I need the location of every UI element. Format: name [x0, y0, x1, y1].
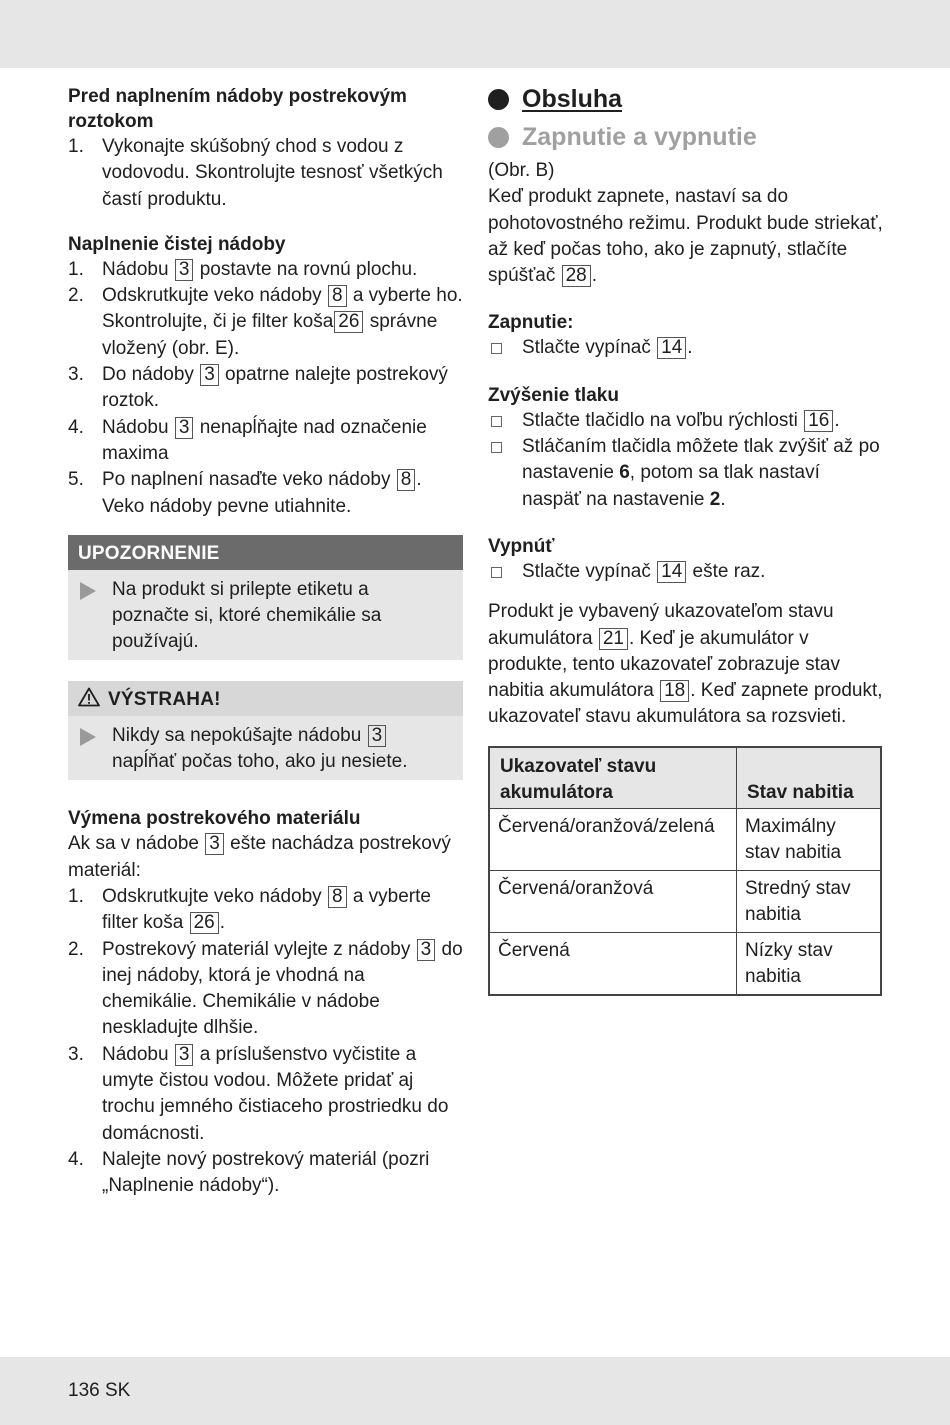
left-column: [68, 84, 463, 1200]
part-ref: 18: [660, 680, 689, 702]
notice-text: Na produkt si prilepte etiketu a poznačte si, ktoré chemikálie sa používajú.: [112, 578, 382, 653]
list-item: Stlačte tlačidlo na voľbu rýchlosti 16 .: [488, 408, 883, 434]
list-item: 2. Postrekový materiál vylejte z nádoby 3 do inej nádoby, ktorá je vhodná na chemikálie. Chemikálie v nádobe neskladujte dlhšie.: [68, 938, 463, 1039]
replace-heading: Výmena postrekového materiálu: [68, 808, 361, 830]
part-ref: 26: [190, 912, 219, 934]
part-ref: 3: [200, 364, 219, 386]
table-row: [489, 932, 881, 995]
clean-heading: Naplnenie čistej nádoby: [68, 233, 286, 255]
warning-box: VÝSTRAHA! Nikdy sa nepokúšajte nádobu 3 napĺňať počas toho, ako ju nesiete.: [68, 681, 463, 781]
section-title: Obsluha: [488, 84, 883, 114]
table-header: Ukazovateľ stavu akumulátora: [489, 747, 737, 809]
replace-steps: [68, 884, 463, 1200]
right-column: [488, 84, 883, 996]
list-item: Stlačte vypínač 14 ešte raz.: [488, 559, 883, 585]
table-cell: Nízky stav nabitia: [737, 932, 882, 995]
part-ref: 14: [657, 561, 686, 583]
part-ref: 3: [205, 833, 224, 855]
table-cell: Červená/oranžová/zelená: [489, 808, 737, 870]
fill-heading: Pred naplnením nádoby postrekovým roztokom: [68, 86, 407, 132]
checkbox-square-icon: [491, 567, 502, 578]
page-number: 136 SK: [68, 1380, 131, 1401]
table-cell: Maximálny stav nabitia: [737, 808, 882, 870]
list-item: Stláčaním tlačidla môžete tlak zvýšiť až po nastavenie 6, potom sa tlak nastaví naspäť na nastavenie 2.: [488, 434, 883, 513]
part-ref: 8: [397, 469, 416, 491]
bullet-dot-icon: [488, 89, 509, 110]
replace-intro: Ak sa v nádobe 3 ešte nachádza postrekový materiál:: [68, 833, 451, 881]
figure-ref: (Obr. B): [488, 160, 555, 181]
part-ref: 3: [368, 725, 387, 747]
fill-steps: [68, 134, 463, 213]
part-ref: 3: [175, 417, 194, 439]
battery-paragraph: Produkt je vybavený ukazovateľom stavu akumulátora 21 . Keď je akumulátor v produkte, tento ukazovateľ zobrazuje stav nabitia akumulátora 18 . Keď zapnete produkt, ukazovateľ stavu akumulátora sa rozsvieti.: [488, 601, 883, 728]
list-item: 1. Nádobu 3 postavte na rovnú plochu.: [68, 258, 418, 280]
table-cell: Červená/oranžová: [489, 870, 737, 932]
warning-icon: [78, 687, 100, 707]
list-item: 4. Nalejte nový postrekový materiál (pozri „Naplnenie nádoby“).: [68, 1148, 430, 1197]
checkbox-square-icon: [491, 442, 502, 453]
list-item: 5. Po naplnení nasaďte veko nádoby 8 . Veko nádoby pevne utiahnite.: [68, 469, 422, 517]
part-ref: 3: [417, 939, 436, 961]
on-list: [488, 335, 883, 361]
list-item: 3. Do nádoby 3 opatrne nalejte postrekový roztok.: [68, 364, 448, 412]
warning-title: VÝSTRAHA!: [108, 688, 221, 710]
pressure-heading: Zvýšenie tlaku: [488, 384, 619, 406]
notice-box: [68, 535, 463, 660]
footer-bar: [0, 1357, 950, 1425]
checkbox-square-icon: [491, 416, 502, 427]
part-ref: 8: [328, 285, 347, 307]
checkbox-square-icon: [491, 343, 502, 354]
part-ref: 3: [175, 1044, 194, 1066]
part-ref: 28: [562, 265, 591, 287]
table-header: Stav nabitia: [737, 747, 882, 809]
part-ref: 8: [328, 886, 347, 908]
intro-paragraph: Keď produkt zapnete, nastaví sa do pohotovostného režimu. Produkt bude striekať, až keď počas toho, ako je zapnutý, stlačíte spúšťač 28 .: [488, 186, 883, 287]
list-item: 3. Nádobu 3 a príslušenstvo vyčistite a umyte čistou vodou. Môžete pridať aj trochu jemného čistiaceho prostriedku do domácnosti.: [68, 1043, 449, 1144]
arrow-right-icon: [80, 728, 96, 746]
part-ref: 21: [599, 628, 628, 650]
pressure-list: [488, 408, 883, 513]
list-item: 4. Nádobu 3 nenapĺňajte nad označenie maxima: [68, 416, 427, 464]
list-item: Stlačte vypínač 14 .: [488, 335, 883, 361]
notice-title: UPOZORNENIE: [68, 535, 463, 570]
table-cell: Stredný stav nabitia: [737, 870, 882, 932]
table-header-row: [489, 747, 881, 809]
table-row: [489, 870, 881, 932]
on-heading: Zapnutie:: [488, 312, 574, 334]
list-item: 1. Odskrutkujte veko nádoby 8 a vyberte filter koša 26 .: [68, 885, 431, 934]
table-cell: Červená: [489, 932, 737, 995]
battery-table: [488, 746, 882, 996]
top-bar: [0, 0, 950, 68]
list-item: 1. Vykonajte skúšobný chod s vodou z vodovodu. Skontrolujte tesnosť všetkých častí produktu.: [68, 136, 443, 210]
arrow-right-icon: [80, 582, 96, 600]
part-ref: 14: [657, 337, 686, 359]
list-item: 2. Odskrutkujte veko nádoby 8 a vyberte ho. Skontrolujte, či je filter koša 26 správne vložený (obr. E).: [68, 285, 463, 359]
off-list: [488, 559, 883, 585]
off-heading: Vypnúť: [488, 535, 555, 557]
part-ref: 16: [804, 410, 833, 432]
part-ref: 26: [334, 311, 363, 333]
subsection-title: Zapnutie a vypnutie: [488, 122, 883, 152]
table-row: [489, 808, 881, 870]
bullet-dot-icon: [488, 127, 509, 148]
clean-steps: [68, 257, 463, 520]
part-ref: 3: [175, 259, 194, 281]
